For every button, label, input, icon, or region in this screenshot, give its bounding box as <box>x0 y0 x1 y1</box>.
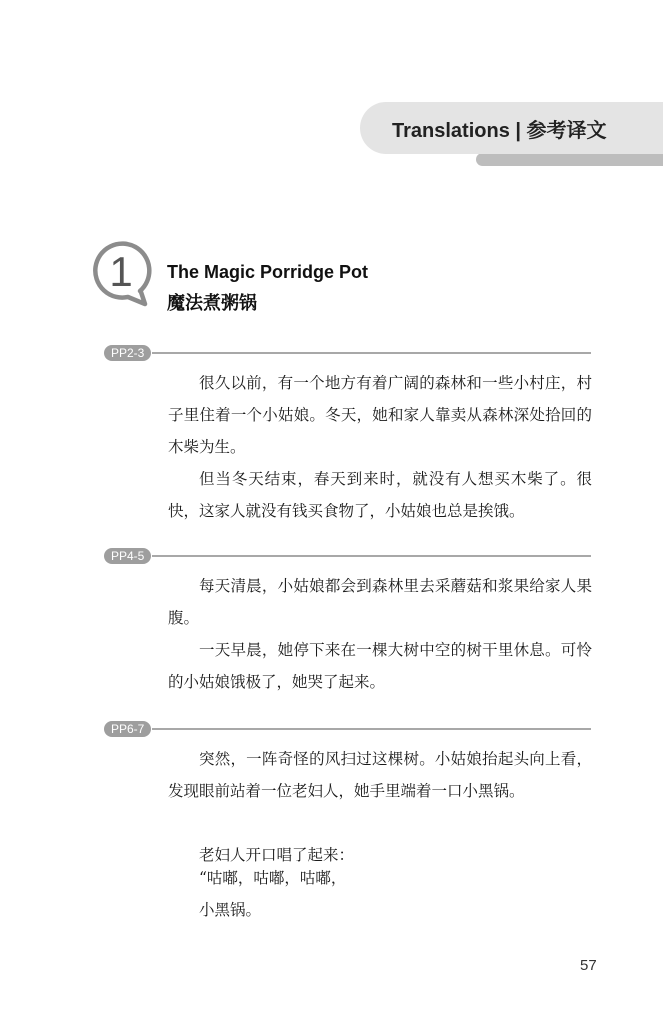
paragraph: 但当冬天结束，春天到来时，就没有人想买木柴了。很快，这家人就没有钱买食物了，小姑娘也总是挨饿。 <box>168 470 592 520</box>
paragraph: 老妇人开口唱了起来： <box>199 846 355 864</box>
verse-line: “咕嘟，咕嘟，咕嘟， <box>199 869 347 887</box>
divider-line <box>152 555 591 557</box>
divider-line <box>152 728 591 730</box>
chapter-number-badge <box>90 238 156 308</box>
story-title-chinese: 魔法煮粥锅 <box>167 293 257 314</box>
chapter-number: 1 <box>109 248 133 295</box>
section-label: PP6-7 <box>104 721 151 737</box>
section-divider-pp4-5 <box>104 548 591 564</box>
section-divider-pp2-3 <box>104 345 591 361</box>
page-number: 57 <box>580 957 597 974</box>
section-label: PP2-3 <box>104 345 151 361</box>
story-title-english: The Magic Porridge Pot <box>167 262 369 282</box>
paragraph: 很久以前，有一个地方有着广阔的森林和一些小村庄，村子里住着一个小姑娘。冬天，她和家人靠卖从森林深处拾回的木柴为生。 <box>168 374 592 456</box>
divider-line <box>152 352 591 354</box>
header-tab <box>360 102 663 154</box>
verse-line: 小黑锅。 <box>199 901 262 919</box>
section-divider-pp6-7 <box>104 721 591 737</box>
header-title: Translations | 参考译文 <box>392 119 607 142</box>
paragraph: 突然，一阵奇怪的风扫过这棵树。小姑娘抬起头向上看，发现眼前站着一位老妇人，她手里端着一口小黑锅。 <box>168 750 592 800</box>
header-tab-shadow <box>476 153 663 166</box>
paragraph: 每天清晨，小姑娘都会到森林里去采蘑菇和浆果给家人果腹。 <box>168 577 592 627</box>
section-label: PP4-5 <box>104 548 151 564</box>
paragraph: 一天早晨，她停下来在一棵大树中空的树干里休息。可怜的小姑娘饿极了，她哭了起来。 <box>168 641 592 691</box>
